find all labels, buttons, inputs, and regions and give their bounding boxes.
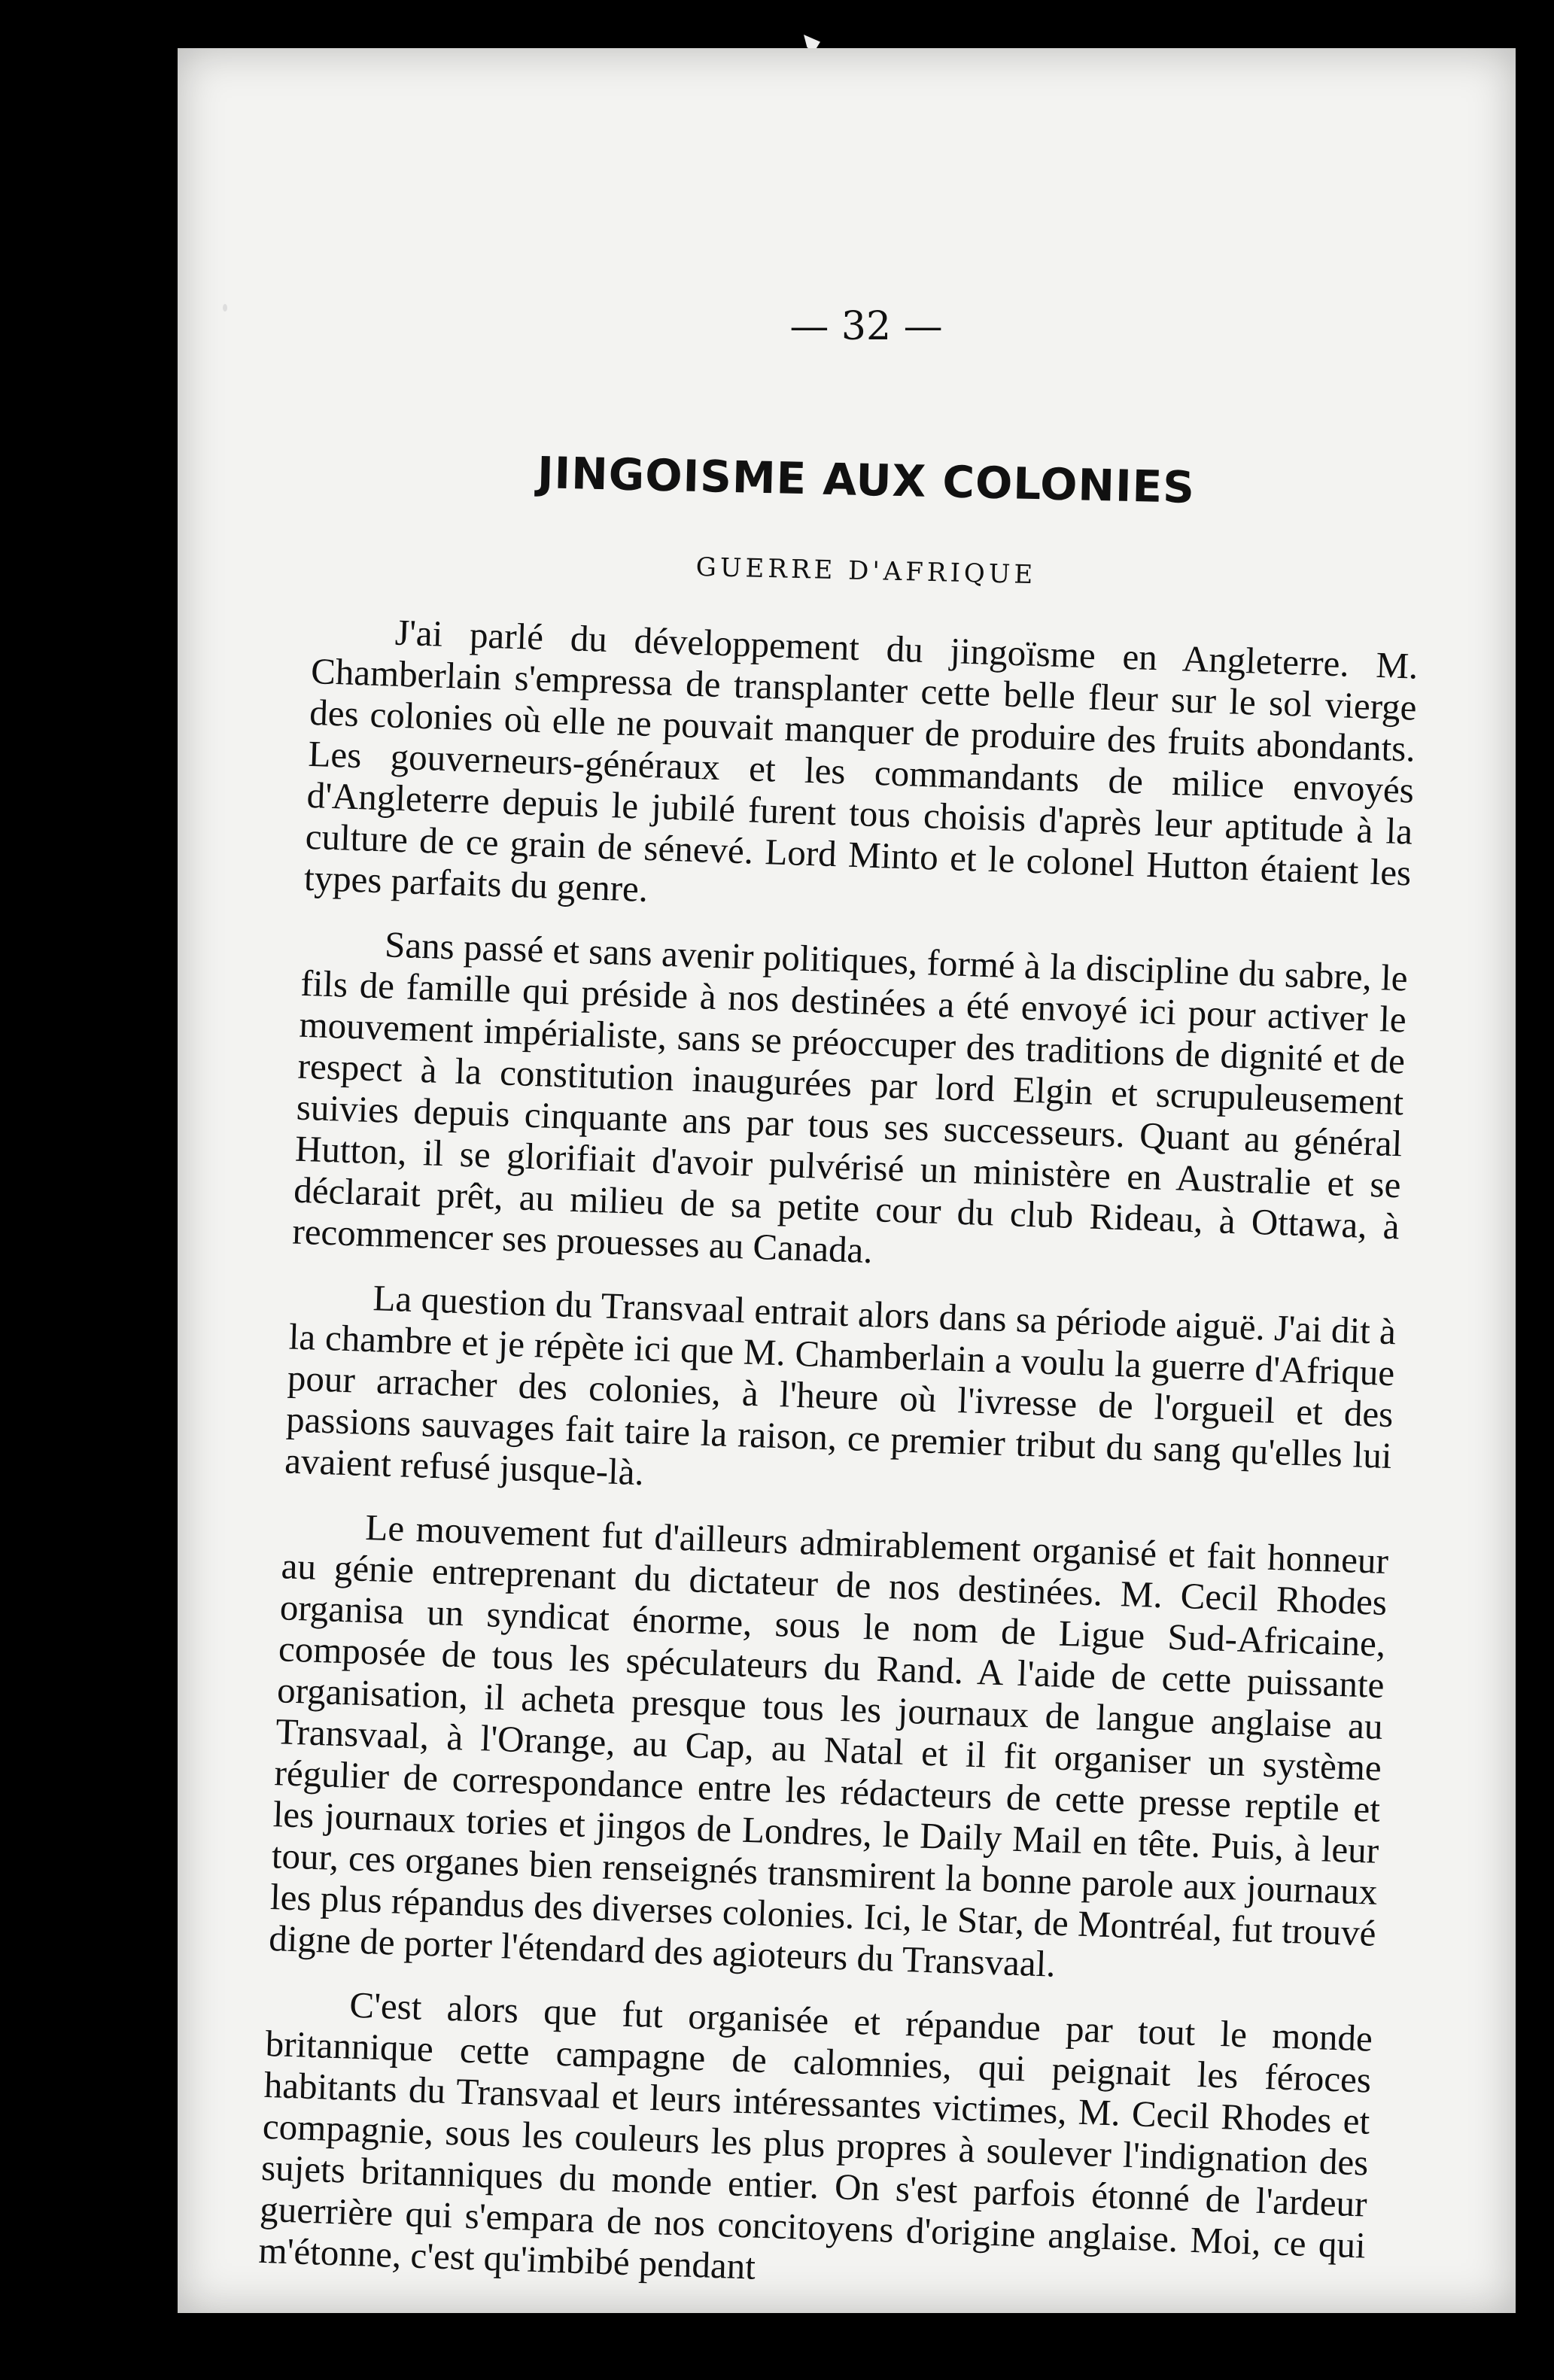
chapter-subtitle: GUERRE D'AFRIQUE [695, 552, 1037, 591]
book-page [178, 48, 1516, 2313]
paragraph: Sans passé et sans avenir politiques, formé à la discipline du sabre, le fils de famille qui préside à nos destinées a été envoyé ici pour activer le mouvement impérialiste, sans se préoccuper des traditions de dignité et de respect à la constitution inaugurées par lord Elgin et scrupuleusement suivies depuis cinquante ans par tous ses successeurs. Quant au général Hutton, il se glorifiait d'avoir pulvérisé un ministère en Australie et se déclarait prêt, au milieu de sa petite cour du club Rideau, à Ottawa, à recommencer ses prouesses au Canada. [291, 923, 1409, 1272]
chapter-title: JINGOISME AUX COLONIES [537, 447, 1196, 513]
paragraph: C'est alors que fut organisée et répandue par tout le monde britannique cette campagne de calomnies, qui peignait les féroces habitants du Transvaal et leurs intéressantes victimes, M. Cecil Rhodes et compagnie, sous les couleurs les plus propres à soulever l'indignation des sujets britanniques du monde entier. On s'est parfois étonné de l'ardeur guerrière qui s'empara de nos concitoyens d'origine anglaise. Moi, ce qui m'étonne, c'est qu'imbibé pendant [257, 1983, 1373, 2287]
paragraph: J'ai parlé du développement du jingoïsme en Angleterre. M. Chamberlain s'empressa de transplanter cette belle fleur sur le sol vierge des colonies où elle ne pouvait manquer de produire des fruits abondants. Les gouverneurs-généraux et les commandants de milice envoyés d'Angleterre depuis le jubilé furent tous choisis d'après leur aptitude à la culture de ce grain de sénevé. Lord Minto et le colonel Hutton étaient les types parfaits du genre. [303, 611, 1419, 910]
page-number: — 32 — [789, 304, 943, 349]
body-text [258, 609, 1419, 2308]
paragraph: La question du Transvaal entrait alors dans sa période aiguë. J'ai dit à la chambre et je répète ici que M. Chamberlain a voulu la guerre d'Afrique pour arracher des colonies, à l'heure où l'ivresse de l'orgueil et des passions sauvages fait taire la raison, ce premier tribut du sang qu'elles lui avaient refusé jusque-là. [284, 1277, 1397, 1494]
scan-speck [223, 304, 227, 312]
paragraph: Le mouvement fut d'ailleurs admirablement organisé et fait honneur au génie entreprenant du dictateur de nos destinées. M. Cecil Rhodes organisa un syndicat énorme, sous le nom de Ligue Sud-Africaine, composée de tous les spéculateurs du Rand. A l'aide de cette puissante organisation, il acheta presque tous les journaux de langue anglaise au Transvaal, à l'Orange, au Cap, au Natal et il fit organiser un système régulier de correspondance entre les rédacteurs de cette presse reptile et les journaux tories et jingos de Londres, le Daily Mail en tête. Puis, à leur tour, ces organes bien renseignés transmirent la bonne parole aux journaux les plus répandus des diverses colonies. Ici, le Star, de Montréal, fut trouvé digne de porter l'étendard des agioteurs du Transvaal. [268, 1506, 1389, 1985]
